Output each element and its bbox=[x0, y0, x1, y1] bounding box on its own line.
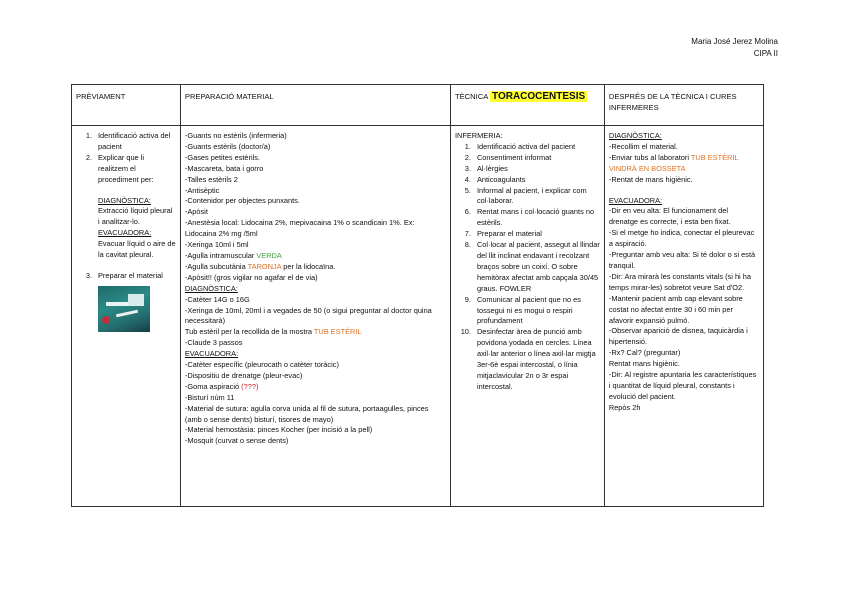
care-line: -Preguntar amb veu alta: Si té dolor o si està tranquil. bbox=[608, 250, 756, 270]
list-item: 10. Desinfectar àrea de punció amb povidona yodada en cercles. Línea axil·lar anterior o línea axil·lar migtja 3er-6è espai intercostal, o línia mitjaclavicular 2n o 3r espai intercostal. bbox=[460, 327, 596, 391]
care-line: -Dir: Al registre apuntaria les característiques i quantitat de líquid pleural, constants i evolució del pacient. bbox=[608, 370, 757, 401]
header-tecnica-title: TORACOCENTESIS bbox=[492, 91, 586, 102]
material-line: -Talles estèrils 2 bbox=[184, 174, 238, 184]
header-preparacio: PREPARACIÓ MATERIAL bbox=[180, 85, 450, 126]
color-verda: VERDA bbox=[256, 250, 282, 260]
evac-label: EVACUADORA: bbox=[608, 195, 663, 205]
care-line: -Rx? Cal? (preguntar) bbox=[608, 348, 681, 358]
care-line: Repòs 2h bbox=[608, 402, 641, 412]
course-label: CIPA II bbox=[753, 49, 778, 58]
content-row bbox=[72, 126, 764, 507]
diag-label: DIAGNÒSTICA: bbox=[608, 131, 662, 140]
tub-esteril-highlight: TUB ESTÈRIL bbox=[313, 327, 362, 337]
material-tray-photo bbox=[98, 286, 150, 332]
material-line: -Guants no estèrils (infermeria) bbox=[184, 131, 287, 140]
list-item: 3. Preparar el material bbox=[85, 270, 163, 280]
list-item: 4. Anticoagulants bbox=[464, 174, 526, 184]
material-line: -Xeringa 10ml i 5ml bbox=[184, 240, 249, 250]
material-line: -Agulla intramuscular VERDA bbox=[184, 250, 282, 260]
material-line: -Antisèptic bbox=[184, 185, 220, 195]
list-item: 2. Consentiment informat bbox=[464, 152, 552, 162]
header-previament: PRÈVIAMENT bbox=[72, 85, 181, 126]
previament-step3 bbox=[76, 271, 176, 282]
care-line: -Mantenir pacient amb cap elevant sobre costat no afectat entre 30 i 60 min per afavorir expansió pulmó. bbox=[608, 293, 743, 325]
header-tecnica bbox=[450, 85, 604, 126]
list-item: 1. Identificació activa del pacient bbox=[464, 141, 576, 151]
care-line: -Recollim el material. bbox=[608, 141, 678, 151]
list-item: 5. Informal al pacient, i explicar com col·laborar. bbox=[464, 185, 587, 206]
list-item: 6. Rentat mans i col·locació guants no estèrils. bbox=[464, 207, 595, 228]
care-line: -Enviar tubs al laboratori TUB ESTÈRIL VINDRÀ EN BOSSETA bbox=[608, 152, 739, 173]
author-block bbox=[691, 36, 778, 60]
material-line: -Guants estèrils (doctor/a) bbox=[184, 141, 271, 151]
diag-label: DIAGNÒSTICA: bbox=[98, 195, 151, 205]
material-line: -Catèter 14G o 16G bbox=[184, 294, 250, 304]
header-tecnica-prefix: TÈCNICA bbox=[454, 92, 488, 101]
list-item: 1. Identificació activa del pacient bbox=[85, 131, 171, 151]
material-line: -Agulla subcutània TARONJA per la lidocaïna. bbox=[184, 261, 336, 271]
care-line: -Rentat de mans higiènic. bbox=[608, 174, 693, 184]
care-line: Rentat mans higiènic. bbox=[608, 359, 680, 369]
cell-preparacio bbox=[180, 126, 450, 507]
list-item: 8. Col·locar al pacient, assegut al llindar del llit inclinat endavant i recolzant braços sobre un coixí. O sobre hemitòrax afectat amb capçala 30/45 graus. FOWLER bbox=[464, 240, 600, 293]
list-item: 2. Explicar que li realitzem el procediment per: bbox=[85, 152, 154, 184]
header-despres: DESPRÉS DE LA TÈCNICA I CURES INFERMERES bbox=[604, 85, 763, 126]
list-item: 7. Preparar el material bbox=[464, 229, 542, 239]
care-line: -Si el metge ho indica, conectar el pleurevac a aspiració. bbox=[608, 228, 755, 249]
material-line: Tub estèril per la recollida de la mostra TUB ESTÈRIL bbox=[184, 327, 362, 337]
cell-despres bbox=[604, 126, 763, 507]
material-line: -Apòsit!! (gros vigilar no agafar el de via) bbox=[184, 272, 318, 282]
previament-reasons bbox=[76, 196, 176, 261]
author-name: Maria José Jerez Molina bbox=[691, 37, 778, 46]
care-line: -Dir: Ara mirarà les constants vitals (si hi ha temps mirar-les) sobretot veure Sat d'O2. bbox=[608, 271, 751, 292]
list-item: 9. Comunicar al pacient que no es tossegui ni es mogui o respiri profundament bbox=[464, 294, 581, 326]
evac-label: EVACUADORA: bbox=[184, 349, 239, 359]
material-line: -Contenidor per objectes punxants. bbox=[184, 196, 300, 206]
material-line: -Bisturí núm 11 bbox=[184, 392, 235, 402]
infermeria-title: INFERMERIA: bbox=[454, 131, 503, 140]
procedure-table bbox=[71, 84, 764, 507]
tub-bosseta-highlight: TUB ESTÈRIL VINDRÀ EN BOSSETA bbox=[608, 152, 739, 173]
care-line: -Observar aparició de disnea, taquicàrdia i hipertensió. bbox=[608, 326, 748, 347]
previament-steps bbox=[76, 131, 176, 186]
material-line: -Mascareta, bata i gorro bbox=[184, 163, 264, 173]
diag-text: Extracció líquid pleural i analitzar-lo. bbox=[98, 206, 173, 227]
material-line: -Dispositiu de drenatge (pleur-evac) bbox=[184, 370, 303, 380]
color-taronja: TARONJA bbox=[247, 261, 282, 271]
material-line: -Material de sutura: agulla corva unida al fil de sutura, portaagulles, pinces (amb o sense dents) bisturí, tisores de mayo) bbox=[184, 403, 429, 424]
header-row bbox=[72, 85, 764, 126]
diag-label: DIAGNÒSTICA: bbox=[184, 283, 238, 293]
care-line: -Dir en veu alta: El funcionament del drenatge es correcte, i esta ben fixat. bbox=[608, 206, 731, 227]
tecnica-steps bbox=[455, 142, 600, 393]
cell-previament bbox=[72, 126, 181, 507]
cell-tecnica bbox=[450, 126, 604, 507]
list-item: 3. Al·lèrgies bbox=[464, 163, 508, 173]
material-line: -Anestèsia local: Lidocaina 2%, mepivacaina 1% o scandicain 1%. Ex: Lidocaina 2% mg /5ml bbox=[184, 218, 415, 239]
material-line: -Material hemostàsia: pinces Kocher (per incisió a la pell) bbox=[184, 425, 373, 435]
evac-label: EVACUADORA: bbox=[98, 228, 152, 238]
material-line: -Xeringa de 10ml, 20ml i a vegades de 50 (o sigui preguntar al doctor quina necessitarà) bbox=[184, 305, 432, 326]
question-mark: (???) bbox=[241, 381, 259, 391]
material-line: -Catèter específic (pleurocath o catèter toràcic) bbox=[184, 360, 339, 370]
material-line: -Goma aspiració (???) bbox=[184, 381, 259, 391]
evac-text: Evacuar líquid o aire de la cavitat pleural. bbox=[98, 239, 176, 260]
material-line: -Mosquit (curvat o sense dents) bbox=[184, 436, 289, 446]
material-line: -Claude 3 passos bbox=[184, 338, 243, 348]
material-line: -Apòsit bbox=[184, 207, 208, 217]
material-line: -Gases petites estèrils. bbox=[184, 152, 261, 162]
